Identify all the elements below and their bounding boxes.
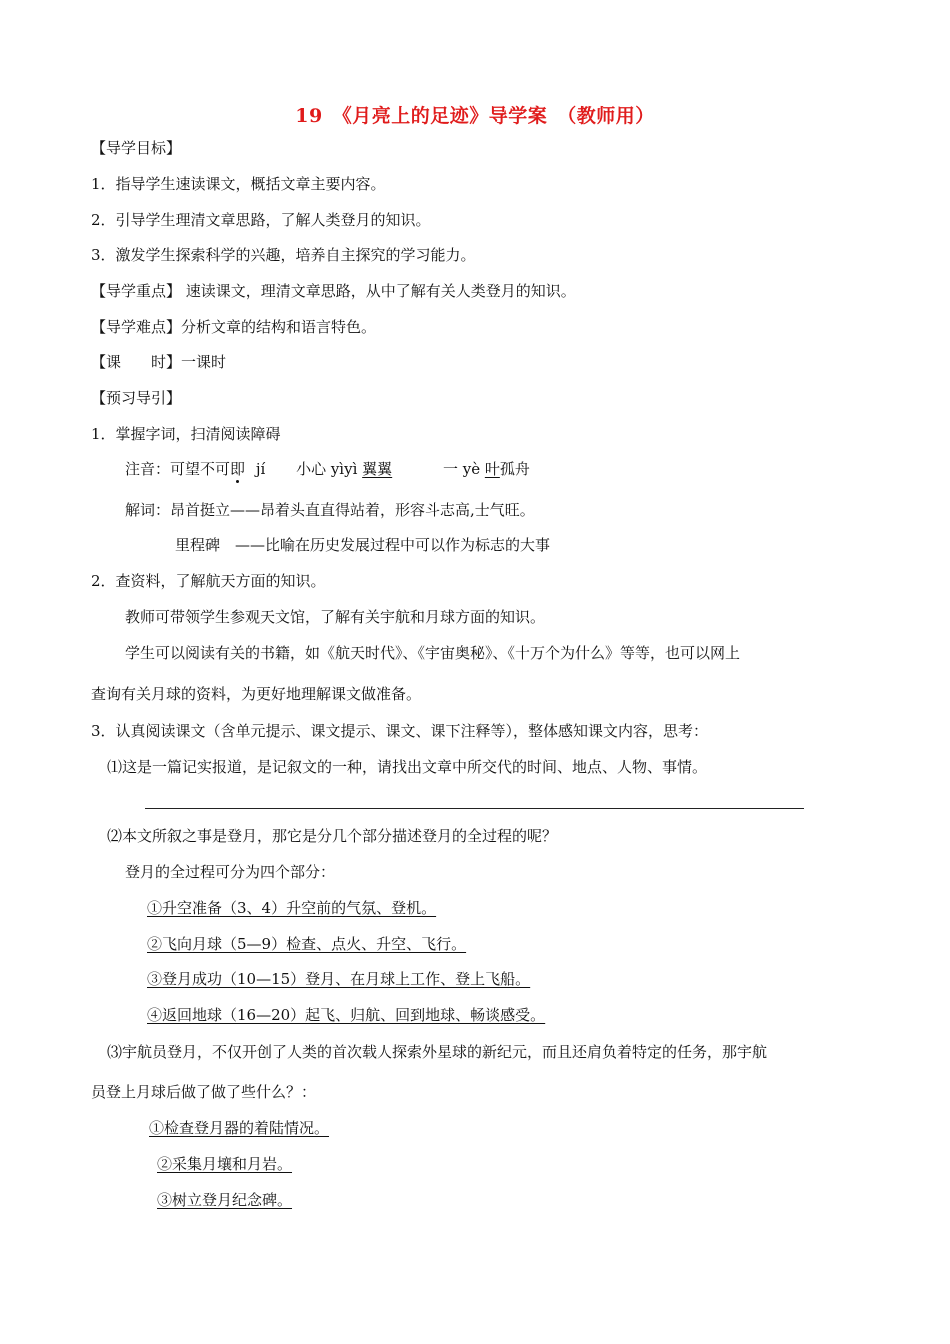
question-3-answer-3: ③树立登月纪念碑。	[157, 1191, 293, 1209]
question-3-line-2: 员登上月球后做了做了些什么？：	[91, 1083, 317, 1101]
phonetic-word-2: 小心 yìyì	[296, 460, 363, 478]
goals-heading: 【导学目标】	[91, 139, 182, 157]
question-2: ⑵本文所叙之事是登月，那它是分几个部分描述登月的全过程的呢？	[107, 827, 558, 845]
explain-line-2: 里程碑 ——比喻在历史发展过程中可以作为标志的大事	[175, 536, 551, 554]
phonetic-dotted-char: 即	[230, 460, 246, 478]
difficulty-line: 【导学难点】分析文章的结构和语言特色。	[91, 318, 377, 336]
question-2-answer-1: ①升空准备（3、4）升空前的气氛、登机。	[147, 899, 437, 917]
question-2-answer-2: ②飞向月球（5—9）检查、点火、升空、飞行。	[147, 935, 467, 953]
phonetic-word-3: 一 yè	[442, 460, 485, 478]
question-3-answer-1: ①检查登月器的着陆情况。	[149, 1119, 330, 1137]
preview-item-3: 3．认真阅读课文（含单元提示、课文提示、课文、课下注释等），整体感知课文内容，思考：	[91, 722, 709, 740]
phonetic-line	[125, 459, 530, 479]
preview-item-1: 1．掌握字词，扫清阅读障碍	[91, 425, 281, 443]
goal-item-3: 3．激发学生探索科学的兴趣，培养自主探究的学习能力。	[91, 246, 476, 264]
phonetic-word-2-underlined: 翼翼	[362, 460, 393, 478]
phonetic-word-3-underlined: 叶	[484, 460, 500, 478]
goal-item-1: 1．指导学生速读课文，概括文章主要内容。	[91, 175, 386, 193]
period-value: 一课时	[181, 353, 227, 371]
preview-item-2-para-2a: 学生可以阅读有关的书籍，如《航天时代》、《宇宙奥秘》、《十万个为什么》等等，也可以网上	[125, 644, 741, 662]
question-3-line-1: ⑶宇航员登月，不仅开创了人类的首次载人探索外星球的新纪元，而且还肩负着特定的任务，那宇航	[107, 1043, 768, 1061]
period-line	[91, 352, 226, 372]
period-label: 【课 时】	[91, 353, 182, 371]
question-2-answer-3: ③登月成功（10—15）登月、在月球上工作、登上飞船。	[147, 970, 531, 988]
preview-heading: 【预习导引】	[91, 389, 182, 407]
page-title: 19 《月亮上的足迹》导学案 （教师用）	[295, 105, 655, 127]
explain-line-1: 解词：昂首挺立——昂着头直直得站着，形容斗志高,士气旺。	[125, 501, 535, 519]
preview-item-2: 2．查资料，了解航天方面的知识。	[91, 572, 326, 590]
question-2-answer-4: ④返回地球（16—20）起飞、归航、回到地球、畅谈感受。	[147, 1006, 546, 1024]
question-2-lead: 登月的全过程可分为四个部分：	[125, 863, 336, 881]
preview-item-2-para-2b: 查询有关月球的资料，为更好地理解课文做准备。	[91, 685, 422, 703]
question-1: ⑴这是一篇记实报道，是记叙文的一种，请找出文章中所交代的时间、地点、人物、事情。	[107, 758, 708, 776]
focus-line: 【导学重点】 速读课文，理清文章思路，从中了解有关人类登月的知识。	[91, 282, 576, 300]
answer-blank-line	[145, 808, 804, 809]
phonetic-label: 注音：	[125, 460, 171, 478]
phonetic-word-3-tail: 孤舟	[499, 460, 530, 478]
goal-item-2: 2．引导学生理清文章思路，了解人类登月的知识。	[91, 211, 431, 229]
phonetic-word-1: 可望不可	[170, 460, 231, 478]
question-3-answer-2: ②采集月壤和月岩。	[157, 1155, 293, 1173]
phonetic-pinyin-1: jí	[255, 460, 266, 478]
preview-item-2-para-1: 教师可带领学生参观天文馆，了解有关宇航和月球方面的知识。	[125, 608, 546, 626]
